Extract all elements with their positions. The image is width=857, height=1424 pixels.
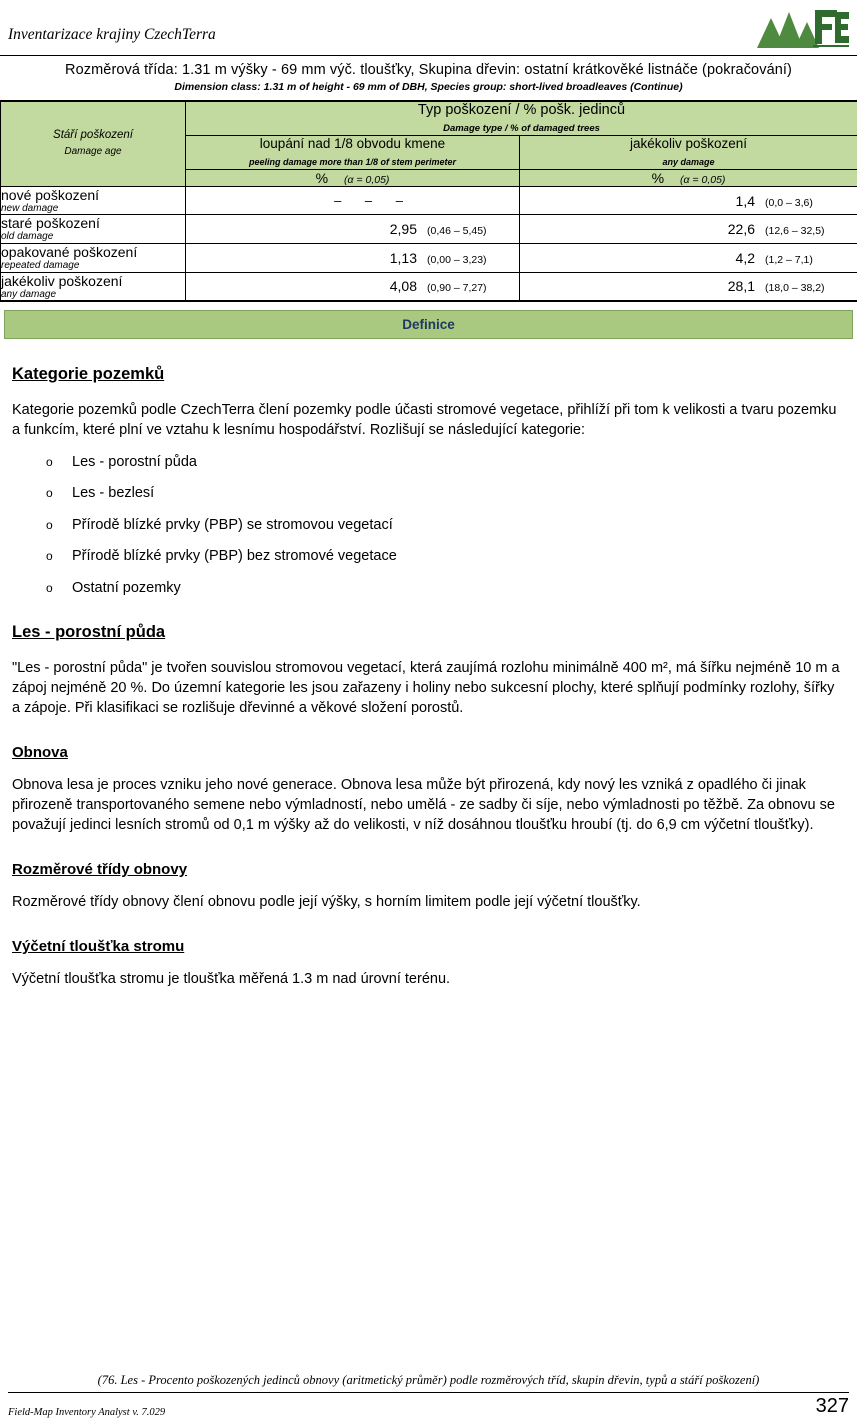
row-label-en: repeated damage — [1, 260, 80, 271]
row-label-any-damage — [1, 272, 186, 301]
ci-any-new: (0,0 – 3,6) — [765, 196, 813, 209]
cell-any-old — [520, 215, 857, 244]
ci-peeling-repeated: (0,00 – 3,23) — [427, 253, 487, 266]
pct-symbol-any: % — [651, 169, 665, 186]
value-any-old: 22,6 — [727, 221, 755, 238]
header-cell-pct-peeling — [186, 169, 520, 186]
header-cell-damage-age — [1, 102, 186, 187]
cell-peeling-old — [186, 215, 520, 244]
row-label-cz: staré poškození — [1, 215, 100, 232]
header-damage-type-cz: Typ poškození / % pošk. jedinců — [417, 102, 626, 118]
row-label-en: any damage — [1, 288, 57, 300]
value-any-new: 1,4 — [735, 192, 755, 209]
value-any-any: 28,1 — [727, 278, 755, 295]
ci-any-old: (12,6 – 32,5) — [765, 225, 825, 238]
heading-vycetni-tloustka-stromu: Výčetní tloušťka stromu — [12, 938, 185, 956]
bullet-marker-icon: o — [46, 517, 53, 532]
table-title-en: Dimension class: 1.31 m of height - 69 mm of DBH, Species group: short-lived broadleaves (Continue) — [174, 81, 683, 93]
ci-peeling-any: (0,90 – 7,27) — [427, 282, 487, 295]
list-item — [12, 485, 845, 502]
czechterra-logo — [755, 4, 851, 50]
cell-peeling-new — [186, 186, 520, 215]
paragraph-obnova: Obnova lesa je proces vzniku jeho nové generace. Obnova lesa může být přirozená, kdy nový les vzniká z opadlého či jinak přirozeně transportovaného semene nebo výmladností, nebo umělá - ze sadby či síje, nebo výmladnosti po těžbě. Za obnovu se považují jedinci lesních stromů od 0,1 m výšky až do velikosti, v níž dosáhnou tloušťku hroubí (tj. do 6,9 cm výčetní tloušťky). — [12, 777, 835, 834]
table-title — [0, 56, 857, 101]
cell-any-new — [520, 186, 857, 215]
table-title-cz: Rozměrová třída: 1.31 m výšky - 69 mm výč. tloušťky, Skupina dřevin: ostatní krátkověké listnáče (pokračování) — [65, 62, 792, 78]
list-item-label: Přírodě blízké prvky (PBP) se stromovou vegetací — [72, 516, 393, 533]
bullet-marker-icon: o — [46, 580, 53, 595]
paragraph-kategorie-pozemku: Kategorie pozemků podle CzechTerra člení pozemky podle účasti stromové vegetace, přihlíží při tom k velikosti a tvaru pozemku a funkcím, které plní ve vztahu k lesnímu hospodářství. Rozlišují se následující kategorie: — [12, 402, 837, 439]
table-row — [1, 186, 857, 215]
cell-any-any — [520, 272, 857, 301]
list-item-label: Přírodě blízké prvky (PBP) bez stromové vegetace — [72, 548, 397, 565]
value-peeling-any: 4,08 — [389, 278, 417, 295]
table-row — [1, 272, 857, 301]
alpha-note-any: (α = 0,05) — [680, 173, 726, 186]
header-cell-pct-any — [520, 169, 857, 186]
row-label-en: new damage — [1, 202, 59, 214]
paragraph-vycetni-tloustka-stromu: Výčetní tloušťka stromu je tloušťka měřená 1.3 m nad úrovní terénu. — [12, 971, 451, 988]
header-cell-damage-type — [186, 102, 857, 136]
header-cell-any-damage — [520, 136, 857, 169]
ci-any-any: (18,0 – 38,2) — [765, 282, 825, 295]
header-peeling-cz: loupání nad 1/8 obvodu kmene — [259, 136, 446, 152]
row-label-en: old damage — [1, 231, 54, 243]
row-label-cz: nové poškození — [1, 186, 100, 203]
cell-peeling-repeated — [186, 243, 520, 272]
header-damage-age-cz: Stáří poškození — [53, 129, 133, 142]
results-table-block — [0, 56, 857, 302]
definitions-content — [0, 365, 857, 989]
list-item — [12, 454, 845, 471]
heading-obnova: Obnova — [12, 744, 68, 762]
list-item — [12, 517, 845, 534]
table-row — [1, 215, 857, 244]
paragraph-rozmerove-tridy-obnovy: Rozměrové třídy obnovy člení obnovu podle její výšky, s horním limitem podle její výčetní tloušťky. — [12, 894, 641, 911]
figure-caption: (76. Les - Procento poškozených jedinců obnovy (aritmetický průměr) podle rozměrových tříd, skupin dřevin, typů a stáří poškození) — [97, 1373, 760, 1387]
list-item — [12, 580, 845, 597]
kategorie-list — [12, 454, 845, 597]
heading-kategorie-pozemku: Kategorie pozemků — [12, 365, 165, 384]
page-header — [0, 0, 857, 56]
header-any-damage-cz: jakékoliv poškození — [629, 136, 748, 152]
heading-rozmerove-tridy-obnovy: Rozměrové třídy obnovy — [12, 861, 188, 879]
page-footer — [0, 1373, 857, 1424]
value-any-repeated: 4,2 — [735, 249, 755, 266]
header-cell-peeling — [186, 136, 520, 169]
ci-peeling-old: (0,46 – 5,45) — [427, 225, 487, 238]
cell-any-repeated — [520, 243, 857, 272]
value-peeling-old: 2,95 — [389, 221, 417, 238]
paragraph-les-porostni-puda: "Les - porostní půda" je tvořen souvislou stromovou vegetací, která zaujímá rozlohu minimálně 400 m², má šířku nejméně 10 m a zápoj nejméně 20 %. Do územní kategorie les jsou zařazeny i holiny nebo sukcesní plochy, které splňují podmínky rozlohy, šířky a zápoje. Při klasifikaci se rozlišuje dřevinné a věkové složení porostů. — [12, 660, 840, 717]
header-any-damage-en: any damage — [662, 156, 715, 167]
row-label-cz: opakované poškození — [1, 243, 138, 260]
list-item — [12, 548, 845, 565]
table-header-row-1 — [1, 102, 857, 136]
page-number: 327 — [815, 1395, 849, 1417]
footer-row — [8, 1393, 849, 1418]
value-peeling-repeated: 1,13 — [389, 249, 417, 266]
footer-app-version: Field-Map Inventory Analyst v. 7.029 — [8, 1407, 166, 1418]
list-item-label: Les - bezlesí — [72, 485, 155, 502]
header-damage-type-en: Damage type / % of damaged trees — [443, 122, 600, 134]
definice-banner: Definice — [4, 310, 853, 339]
table-row — [1, 243, 857, 272]
bullet-marker-icon: o — [46, 486, 53, 501]
damage-table — [0, 101, 857, 301]
cell-peeling-any — [186, 272, 520, 301]
header-peeling-en: peeling damage more than 1/8 of stem perimeter — [248, 156, 457, 167]
bullet-marker-icon: o — [46, 455, 53, 470]
row-label-cz: jakékoliv poškození — [1, 272, 123, 289]
header-damage-age-en: Damage age — [64, 145, 122, 157]
row-label-new-damage — [1, 186, 186, 215]
row-label-old-damage — [1, 215, 186, 244]
bullet-marker-icon: o — [46, 549, 53, 564]
alpha-note-peeling: (α = 0,05) — [344, 173, 390, 186]
document-title: Inventarizace krajiny CzechTerra — [8, 26, 216, 43]
ci-any-repeated: (1,2 – 7,1) — [765, 253, 813, 266]
heading-les-porostni-puda: Les - porostní půda — [12, 623, 166, 642]
list-item-label: Les - porostní půda — [72, 454, 197, 471]
pct-symbol-peeling: % — [315, 169, 329, 186]
list-item-label: Ostatní pozemky — [72, 579, 181, 596]
value-peeling-new: – – – — [334, 193, 413, 209]
row-label-repeated-damage — [1, 243, 186, 272]
